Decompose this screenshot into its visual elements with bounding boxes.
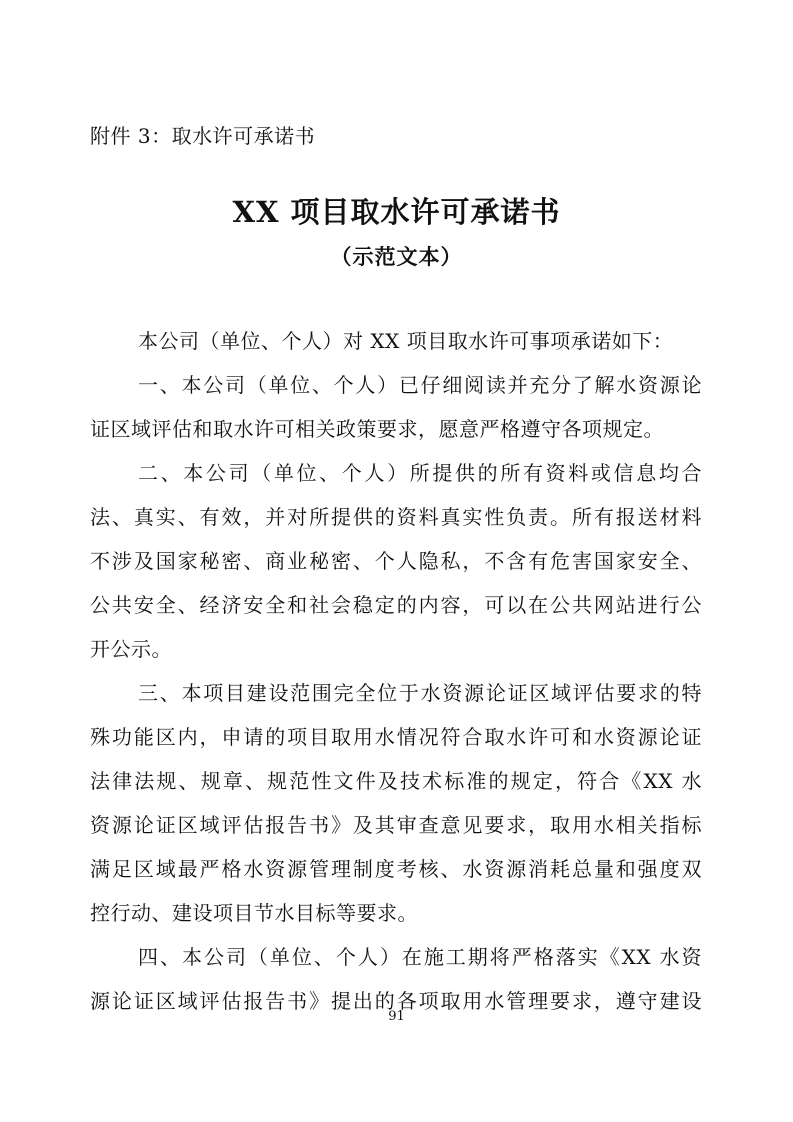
document-subtitle: （示范文本） bbox=[330, 244, 463, 269]
paragraph-3-line-1: 三、本项目建设范围完全位于水资源论证区域评估要求的特 bbox=[138, 681, 702, 705]
intro-line: 本公司（单位、个人）对 XX 项目取水许可事项承诺如下： bbox=[138, 329, 674, 353]
paragraph-3-line-2: 殊功能区内，申请的项目取用水情况符合取水许可和水资源论证 bbox=[90, 725, 702, 749]
paragraph-2-line-5: 开公示。 bbox=[90, 637, 172, 661]
attachment-label: 附件 3：取水许可承诺书 bbox=[90, 124, 316, 148]
paragraph-3-line-5: 满足区域最严格水资源管理制度考核、水资源消耗总量和强度双 bbox=[90, 857, 702, 881]
document-title: XX 项目取水许可承诺书 bbox=[232, 195, 561, 229]
paragraph-1-line-2: 证区域评估和取水许可相关政策要求，愿意严格遵守各项规定。 bbox=[90, 417, 664, 441]
paragraph-2-line-4: 公共安全、经济安全和社会稳定的内容，可以在公共网站进行公 bbox=[90, 593, 702, 617]
page-number: 91 bbox=[388, 1009, 405, 1024]
paragraph-2-line-3: 不涉及国家秘密、商业秘密、个人隐私，不含有危害国家安全、 bbox=[90, 549, 702, 573]
paragraph-3-line-6: 控行动、建设项目节水目标等要求。 bbox=[90, 901, 418, 925]
paragraph-4-line-1: 四、本公司（单位、个人）在施工期将严格落实《XX 水资 bbox=[138, 945, 702, 969]
paragraph-4-line-2: 源论证区域评估报告书》提出的各项取用水管理要求，遵守建设 bbox=[90, 989, 702, 1013]
paragraph-2-line-1: 二、本公司（单位、个人）所提供的所有资料或信息均合 bbox=[138, 461, 702, 485]
paragraph-3-line-3: 法律法规、规章、规范性文件及技术标准的规定，符合《XX 水 bbox=[90, 769, 702, 793]
paragraph-1-line-1: 一、本公司（单位、个人）已仔细阅读并充分了解水资源论 bbox=[138, 373, 702, 397]
paragraph-2-line-2: 法、真实、有效，并对所提供的资料真实性负责。所有报送材料 bbox=[90, 505, 702, 529]
paragraph-3-line-4: 资源论证区域评估报告书》及其审查意见要求，取用水相关指标 bbox=[90, 813, 702, 837]
